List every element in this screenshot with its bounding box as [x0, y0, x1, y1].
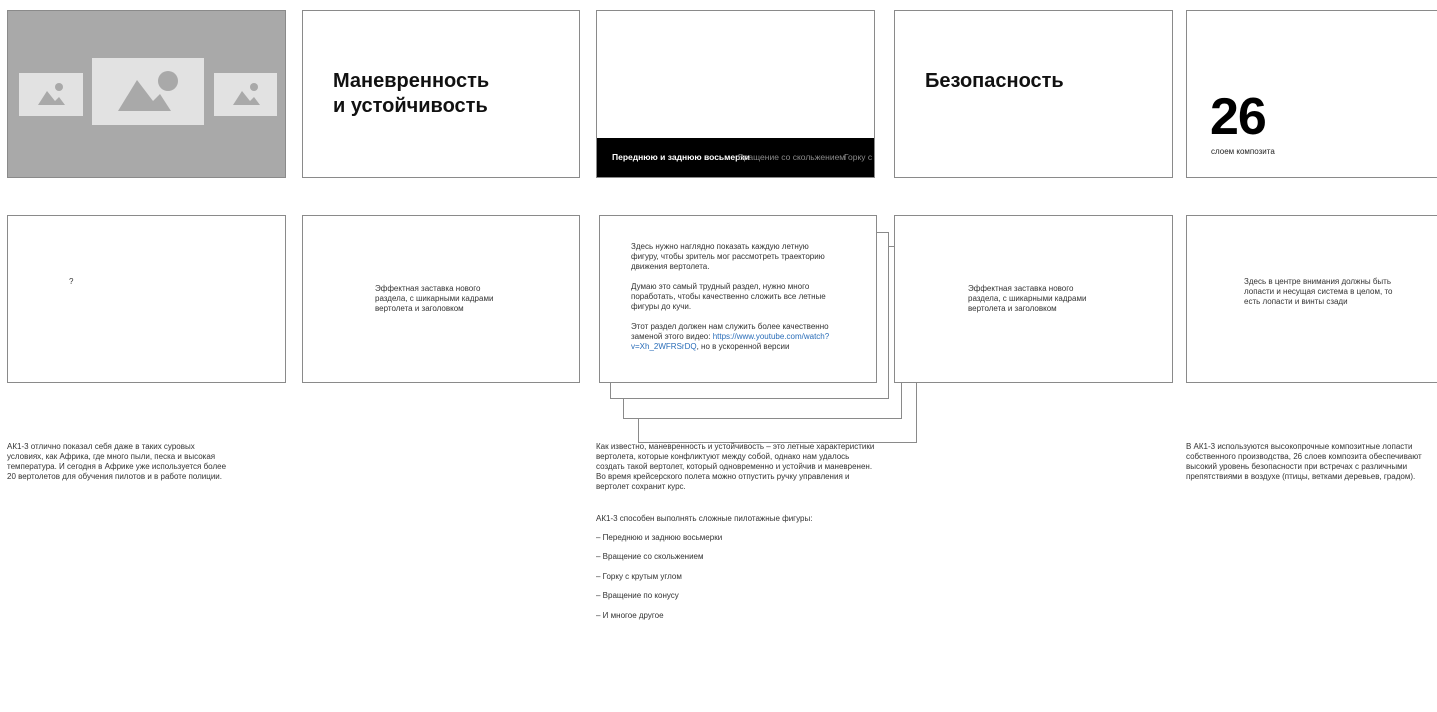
description-text: АК1-3 отлично показал себя даже в таких суровых условиях, как Африка, где много пыли, песка и высокая температура. И сегодня в Африке уже используется более 20 вертолетов для обучения пилотов и в работе полиции.: [7, 442, 227, 481]
image-icon: [214, 73, 277, 116]
image-icon: [92, 58, 204, 125]
note-paragraph: Думаю это самый трудный раздел, нужно много поработать, чтобы качественно сложить все летные фигуры до кучи.: [631, 282, 826, 311]
description-text: В АК1-3 используются высокопрочные композитные лопасти собственного производства, 26 слоев композита обеспечивают высокий уровень безопасности при встречах с различными препятствиями в воздухе (птицы, ветками деревьев, градом).: [1186, 442, 1422, 481]
note-paragraph-text: Этот раздел должен нам служить более качественно заменой этого видео:: [631, 322, 829, 341]
slide-thumbnail-figures[interactable]: [596, 10, 875, 178]
note-text: Здесь в центре внимания должны быть лопасти и несущая система в целом, то есть лопасти и винты сзади: [1244, 277, 1393, 306]
slide-thumbnail-images[interactable]: [7, 10, 286, 178]
note-card-figures[interactable]: [599, 215, 877, 383]
ticker-item[interactable]: Горку с: [844, 152, 873, 162]
number-caption: слоем композита: [1211, 147, 1275, 156]
image-placeholder-right: [214, 73, 277, 116]
note-text: Эффектная заставка нового раздела, с шикарными кадрами вертолета и заголовком: [968, 284, 1087, 313]
figures-list-item: – Переднюю и заднюю восьмерки: [596, 533, 723, 542]
big-number: 26: [1210, 88, 1266, 146]
slide-title-line2: и устойчивость: [333, 95, 488, 117]
image-placeholder-main: [92, 58, 204, 125]
image-icon: [19, 73, 83, 116]
slide-thumbnail-composite[interactable]: [1186, 10, 1437, 178]
note-paragraph: Здесь нужно наглядно показать каждую летную фигуру, чтобы зритель мог рассмотреть траекторию движения вертолета.: [631, 242, 825, 271]
figures-list-item: – Вращение по конусу: [596, 591, 679, 600]
figures-ticker-bar: [597, 138, 874, 177]
note-paragraph-tail: , но в ускоренной версии: [696, 342, 790, 351]
slide-title: [333, 69, 563, 119]
note-card[interactable]: [894, 215, 1173, 383]
slide-thumbnail-maneuverability[interactable]: [302, 10, 580, 178]
description-text: Как известно, маневренность и устойчивость – это летные характеристики вертолета, которые конфликтуют между собой, однако нам удалось создать такой вертолет, который одновременно и устойчив и маневренен. Во время крейсерского полета можно отпустить ручку управления и вертолет сохранит курс.: [596, 442, 875, 491]
slide-thumbnail-safety[interactable]: [894, 10, 1173, 178]
note-text: ?: [69, 277, 74, 286]
note-card[interactable]: [302, 215, 580, 383]
figures-list-intro: АК1-3 способен выполнять сложные пилотажные фигуры:: [596, 514, 813, 523]
ticker-item[interactable]: Вращение со скольжением: [738, 152, 846, 162]
figures-list-item: – И многое другое: [596, 611, 664, 620]
ticker-item-active[interactable]: Переднюю и заднюю восьмерки: [612, 152, 750, 162]
video-link[interactable]: https://www.youtube.com/watch?v=Xh_2WFRSrDQ: [631, 332, 830, 351]
figures-list-item: – Горку с крутым углом: [596, 572, 682, 581]
note-card[interactable]: [1186, 215, 1437, 383]
note-text: [631, 242, 831, 362]
note-card[interactable]: [7, 215, 286, 383]
note-paragraph: [631, 322, 831, 352]
figures-list-item: – Вращение со скольжением: [596, 552, 704, 561]
note-text: Эффектная заставка нового раздела, с шикарными кадрами вертолета и заголовком: [375, 284, 494, 313]
image-placeholder-left: [19, 73, 83, 116]
slide-title: Безопасность: [925, 70, 1064, 92]
slide-title-line1: Маневренность: [333, 70, 490, 92]
